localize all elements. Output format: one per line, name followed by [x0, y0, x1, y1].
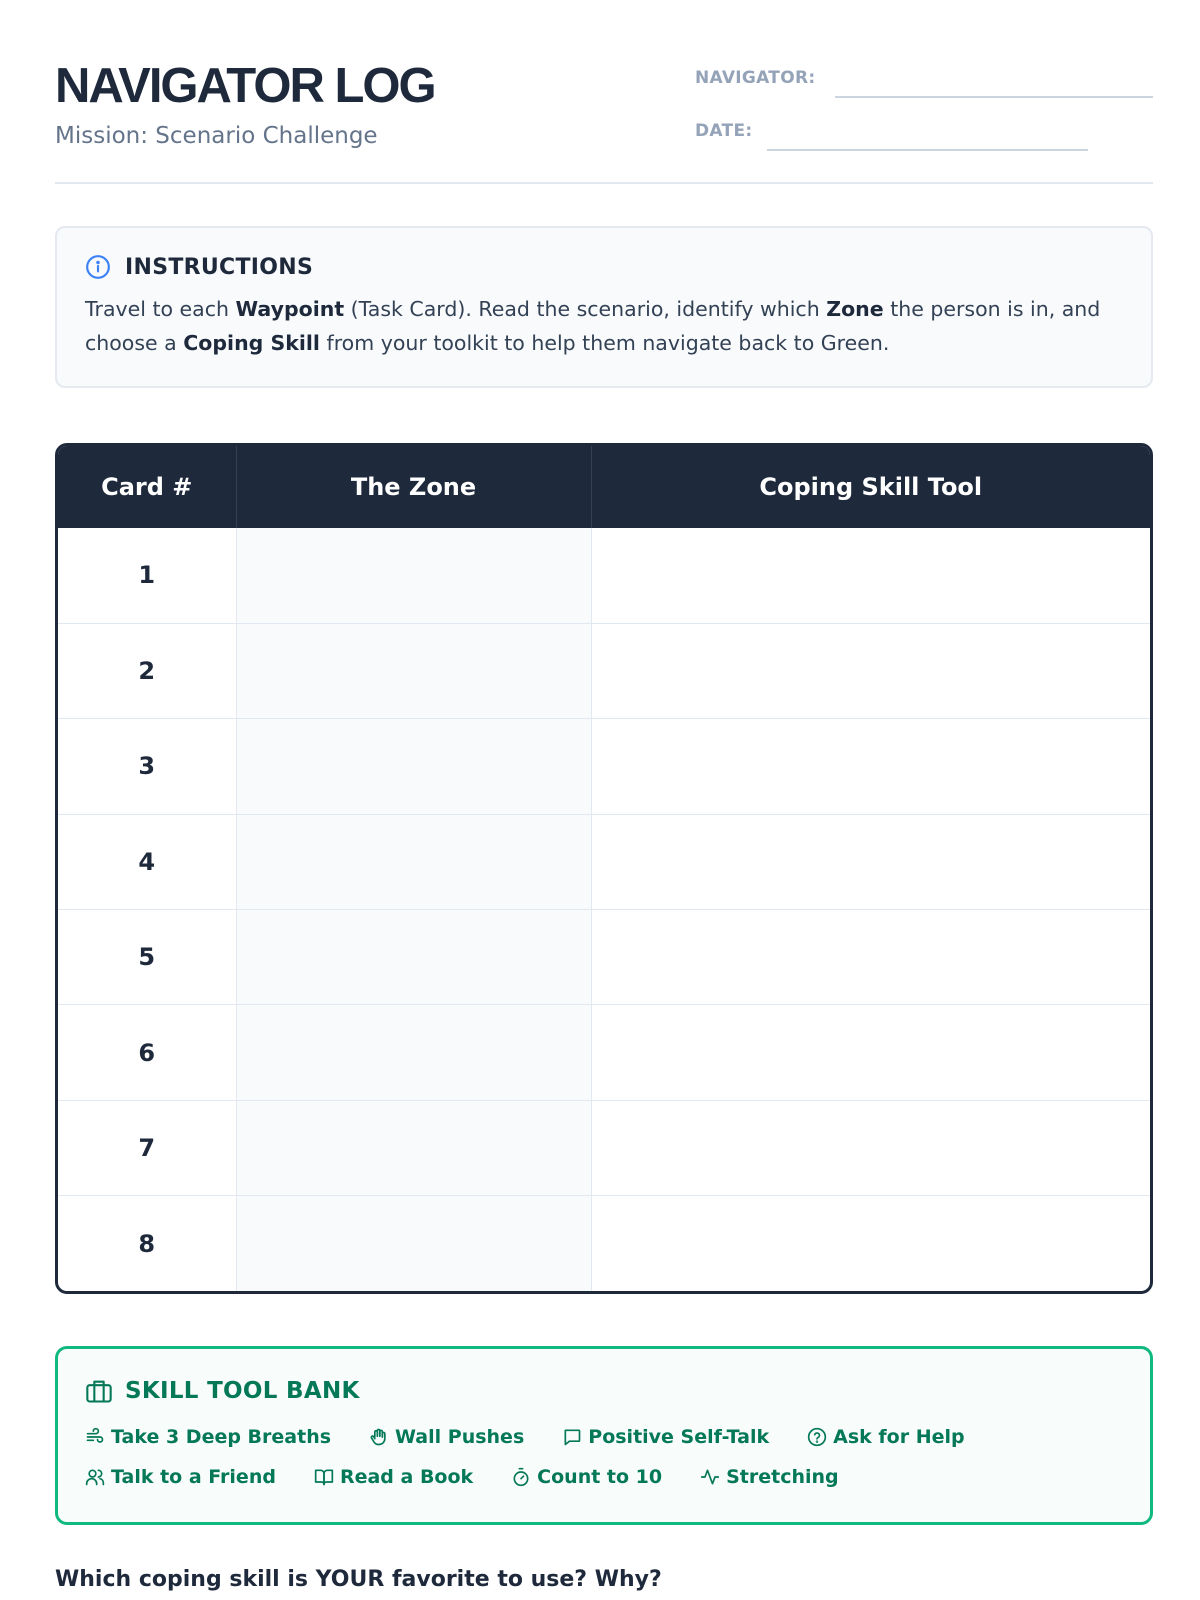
table-row [58, 910, 1150, 1005]
skill-item [511, 1461, 662, 1493]
zone-cell[interactable] [236, 814, 591, 909]
skill-item [369, 1421, 524, 1453]
log-table [55, 443, 1153, 1294]
date-label: DATE: [695, 121, 753, 141]
zone-cell[interactable] [236, 910, 591, 1005]
card-number-cell: 6 [58, 1005, 236, 1100]
hand-icon [369, 1427, 389, 1447]
skill-item [85, 1461, 276, 1493]
card-number-cell: 8 [58, 1196, 236, 1291]
instructions-box [55, 226, 1153, 388]
coping-skill-cell[interactable] [591, 814, 1150, 909]
coping-skill-cell[interactable] [591, 719, 1150, 814]
activity-icon [700, 1467, 720, 1487]
skill-label: Stretching [726, 1466, 839, 1488]
timer-icon [511, 1467, 531, 1487]
skill-item [807, 1421, 964, 1453]
skill-label: Wall Pushes [395, 1426, 525, 1448]
reflection-question: Which coping skill is YOUR favorite to use? Why? [55, 1567, 662, 1592]
coping-skill-cell[interactable] [591, 1196, 1150, 1291]
table-row [58, 814, 1150, 909]
speech-bubble-icon [562, 1427, 582, 1447]
skill-item [700, 1461, 839, 1493]
skill-bank-header [85, 1375, 1123, 1407]
coping-skill-cell[interactable] [591, 1005, 1150, 1100]
instructions-text [85, 292, 1125, 360]
instructions-keyword: Waypoint [235, 297, 345, 321]
skill-bank-title: SKILL TOOL BANK [125, 1378, 360, 1404]
question-circle-icon [807, 1427, 827, 1447]
skill-label: Talk to a Friend [111, 1466, 276, 1488]
navigator-field[interactable] [695, 67, 1153, 99]
wind-icon [85, 1427, 105, 1447]
skill-list [85, 1421, 1135, 1493]
skill-label: Take 3 Deep Breaths [111, 1426, 332, 1448]
table-header-row [58, 446, 1150, 528]
card-number-cell: 5 [58, 910, 236, 1005]
instructions-keyword: Coping Skill [183, 331, 320, 355]
instructions-segment: the person is in, and choose a [85, 297, 1101, 355]
header-coping-skill: Coping Skill Tool [591, 446, 1150, 528]
zone-cell[interactable] [236, 623, 591, 718]
date-field[interactable] [695, 120, 1088, 152]
skill-item [85, 1421, 331, 1453]
coping-skill-cell[interactable] [591, 910, 1150, 1005]
users-icon [85, 1467, 105, 1487]
card-number-cell: 7 [58, 1100, 236, 1195]
instructions-keyword: Zone [826, 297, 884, 321]
date-line[interactable] [767, 149, 1088, 151]
instructions-segment: Travel to each [85, 297, 236, 321]
page-header [55, 58, 1153, 184]
table-row [58, 623, 1150, 718]
coping-skill-cell[interactable] [591, 528, 1150, 623]
skill-tool-bank [55, 1346, 1153, 1525]
zone-cell[interactable] [236, 528, 591, 623]
zone-cell[interactable] [236, 1196, 591, 1291]
instructions-header [85, 252, 1123, 282]
coping-skill-cell[interactable] [591, 1100, 1150, 1195]
skill-item [314, 1461, 473, 1493]
zone-cell[interactable] [236, 719, 591, 814]
zone-cell[interactable] [236, 1100, 591, 1195]
instructions-segment: (Task Card). Read the scenario, identify which [344, 297, 827, 321]
info-icon [85, 254, 111, 280]
skill-label: Read a Book [339, 1466, 474, 1488]
navigator-line[interactable] [835, 96, 1153, 98]
card-number-cell: 4 [58, 814, 236, 909]
skill-item [562, 1421, 769, 1453]
toolbox-icon [85, 1377, 113, 1405]
table-row [58, 1100, 1150, 1195]
book-icon [314, 1467, 334, 1487]
card-number-cell: 1 [58, 528, 236, 623]
card-number-cell: 2 [58, 623, 236, 718]
table-row [58, 528, 1150, 623]
card-number-cell: 3 [58, 719, 236, 814]
instructions-segment: from your toolkit to help them navigate back to Green. [319, 331, 890, 355]
page-subtitle: Mission: Scenario Challenge [55, 123, 378, 149]
instructions-title: INSTRUCTIONS [125, 254, 314, 280]
header-zone: The Zone [236, 446, 591, 528]
page-title: NAVIGATOR LOG [55, 59, 435, 113]
table-row [58, 1005, 1150, 1100]
table-row [58, 719, 1150, 814]
skill-label: Positive Self-Talk [588, 1426, 770, 1448]
table-row [58, 1196, 1150, 1291]
zone-cell[interactable] [236, 1005, 591, 1100]
coping-skill-cell[interactable] [591, 623, 1150, 718]
navigator-label: NAVIGATOR: [695, 68, 816, 88]
header-card-number: Card # [58, 446, 236, 528]
skill-label: Count to 10 [537, 1466, 663, 1488]
skill-label: Ask for Help [833, 1426, 965, 1448]
